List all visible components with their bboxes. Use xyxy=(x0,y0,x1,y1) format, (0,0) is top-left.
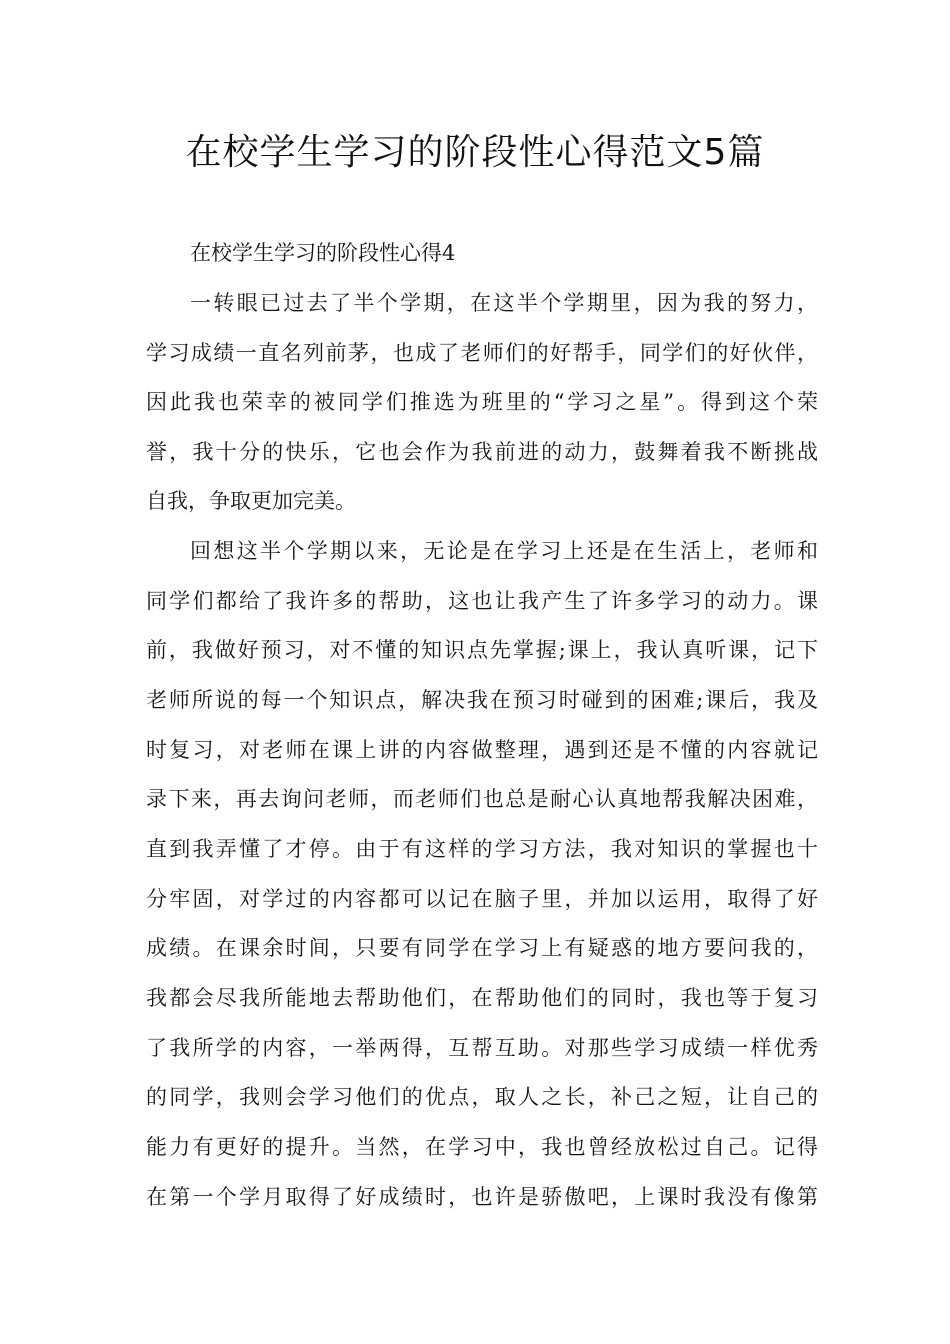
paragraph-2-line-5: 时复习，对老师在课上讲的内容做整理，遇到还是不懂的内容就记 xyxy=(146,738,818,762)
paragraph-2-line-4: 老师所说的每一个知识点，解决我在预习时碰到的困难;课后，我及 xyxy=(146,688,818,712)
paragraph-2-line-8: 分牢固，对学过的内容都可以记在脑子里，并加以运用，取得了好 xyxy=(146,887,818,911)
paragraph-1-line-5: 自我，争取更加完美。 xyxy=(146,489,356,513)
paragraph-2-line-6: 录下来，再去询问老师，而老师们也总是耐心认真地帮我解决困难， xyxy=(146,787,818,811)
paragraph-2-line-1: 回想这半个学期以来，无论是在学习上还是在生活上，老师和 xyxy=(190,539,818,563)
section-subtitle: 在校学生学习的阶段性心得4 xyxy=(190,241,456,265)
paragraph-2-line-9: 成绩。在课余时间，只要有同学在学习上有疑惑的地方要问我的， xyxy=(146,936,818,960)
paragraph-1-line-1: 一转眼已过去了半个学期，在这半个学期里，因为我的努力， xyxy=(190,291,818,315)
paragraph-2-line-2: 同学们都给了我许多的帮助，这也让我产生了许多学习的动力。课 xyxy=(146,589,818,613)
paragraph-2-line-10: 我都会尽我所能地去帮助他们，在帮助他们的同时，我也等于复习 xyxy=(146,986,818,1010)
document-title: 在校学生学习的阶段性心得范文5篇 xyxy=(185,132,765,173)
paragraph-2-line-14: 在第一个学月取得了好成绩时，也许是骄傲吧，上课时我没有像第 xyxy=(146,1185,818,1209)
paragraph-1-line-4: 誉，我十分的快乐，它也会作为我前进的动力，鼓舞着我不断挑战 xyxy=(146,440,818,464)
paragraph-2-line-11: 了我所学的内容，一举两得，互帮互助。对那些学习成绩一样优秀 xyxy=(146,1036,818,1060)
paragraph-1-line-3: 因此我也荣幸的被同学们推选为班里的“学习之星”。得到这个荣 xyxy=(146,390,818,414)
paragraph-2-line-13: 能力有更好的提升。当然，在学习中，我也曾经放松过自己。记得 xyxy=(146,1135,818,1159)
paragraph-1-line-2: 学习成绩一直名列前茅，也成了老师们的好帮手，同学们的好伙伴， xyxy=(146,341,818,365)
paragraph-2-line-3: 前，我做好预习，对不懂的知识点先掌握;课上，我认真听课，记下 xyxy=(146,638,818,662)
paragraph-2-line-12: 的同学，我则会学习他们的优点，取人之长，补己之短，让自己的 xyxy=(146,1085,818,1109)
paragraph-2-line-7: 直到我弄懂了才停。由于有这样的学习方法，我对知识的掌握也十 xyxy=(146,837,818,861)
